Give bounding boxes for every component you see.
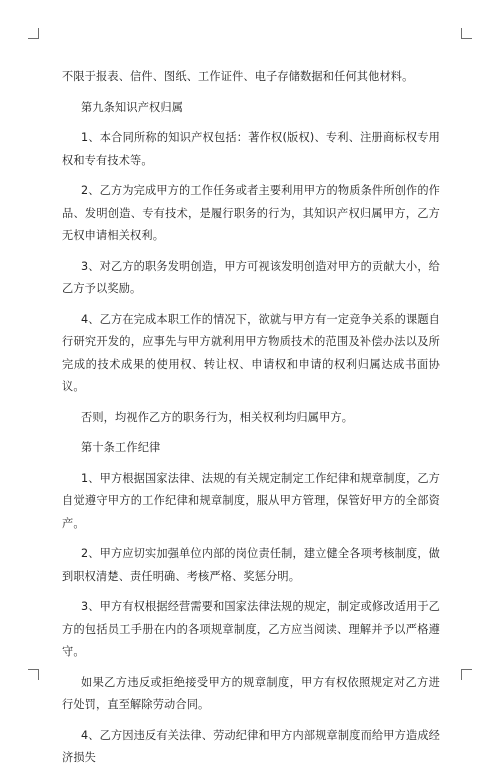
section-heading-article-9: 第九条知识产权归属 bbox=[81, 100, 184, 114]
crop-mark-top-right bbox=[461, 28, 472, 39]
document-body bbox=[62, 66, 440, 770]
crop-mark-bottom-right bbox=[461, 669, 472, 680]
section-heading-article-10: 第十条工作纪律 bbox=[81, 441, 161, 454]
paragraph-article-10-item-2: 2、甲方应切实加强单位内部的岗位责任制，建立健全各项考核制度，做到职权清楚、责任明确、考核严格、奖惩分明。 bbox=[62, 547, 440, 583]
crop-mark-top-left bbox=[28, 28, 39, 39]
paragraph-article-10-item-4: 4、乙方因违反有关法律、劳动纪律和甲方内部规章制度而给甲方造成经济损失 bbox=[62, 728, 440, 764]
paragraph-article-9-otherwise: 否则，均视作乙方的职务行为，相关权利均归属甲方。 bbox=[81, 410, 354, 424]
crop-mark-bottom-left bbox=[28, 669, 39, 680]
paragraph-article-10-item-3: 3、甲方有权根据经营需要和国家法律法规的规定，制定或修改适用于乙方的包括员工手册在内的各项规章制度，乙方应当阅读、理解并予以严格遵守。 bbox=[62, 600, 440, 658]
paragraph-article-9-item-1: 1、本合同所称的知识产权包括：著作权(版权)、专利、注册商标权专用权和专有技术等。 bbox=[62, 131, 440, 167]
paragraph-continuation: 不限于报表、信件、图纸、工作证件、电子存储数据和任何其他材料。 bbox=[62, 70, 414, 83]
paragraph-article-9-item-2: 2、乙方为完成甲方的工作任务或者主要利用甲方的物质条件所创作的作品、发明创造、专有技术，是履行职务的行为，其知识产权归属甲方，乙方无权申请相关权利。 bbox=[62, 184, 440, 242]
paragraph-article-10-item-1: 1、甲方根据国家法律、法规的有关规定制定工作纪律和规章制度，乙方自觉遵守甲方的工作纪律和规章制度，服从甲方管理，保管好甲方的全部资产。 bbox=[62, 471, 440, 530]
paragraph-article-9-item-4: 4、乙方在完成本职工作的情况下，欲就与甲方有一定竞争关系的课题自行研究开发的，应事先与甲方就利用甲方物质技术的范围及补偿办法以及所完成的技术成果的使用权、转让权、申请权和申请的权利归属达成书面协议。 bbox=[62, 312, 440, 393]
paragraph-article-10-violation: 如果乙方违反或拒绝接受甲方的规章制度，甲方有权依照规定对乙方进行处罚，直至解除劳动合同。 bbox=[62, 675, 440, 711]
paragraph-article-9-item-3: 3、对乙方的职务发明创造，甲方可视该发明创造对甲方的贡献大小，给乙方予以奖励。 bbox=[62, 259, 440, 295]
